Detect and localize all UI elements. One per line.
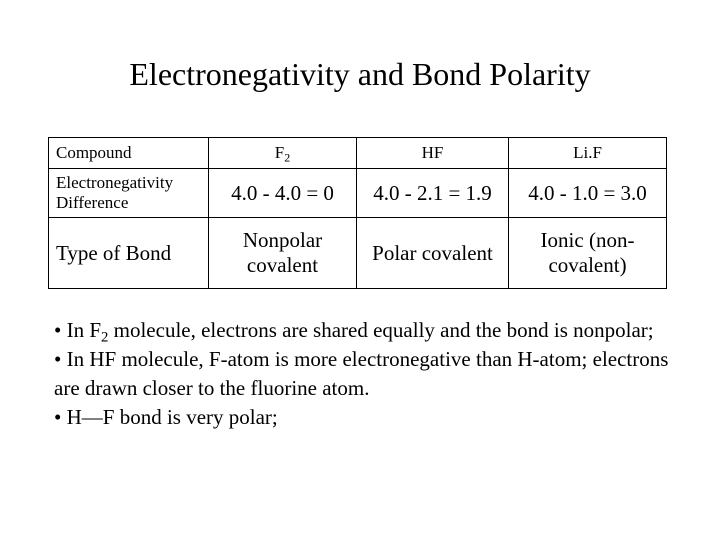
table-cell: 4.0 - 4.0 = 0 bbox=[209, 169, 357, 218]
note-text: In F bbox=[66, 318, 102, 342]
note-text: H―F bond is very polar; bbox=[66, 405, 278, 429]
table-cell: Polar covalent bbox=[357, 218, 509, 289]
header-compound-lif bbox=[509, 138, 667, 169]
notes-text bbox=[54, 316, 674, 432]
header-compound-f2 bbox=[209, 138, 357, 169]
table-cell: 4.0 - 2.1 = 1.9 bbox=[357, 169, 509, 218]
formula-subscript: 2 bbox=[101, 329, 109, 346]
header-compound-label: Compound bbox=[49, 138, 209, 169]
note-line-1 bbox=[54, 316, 674, 345]
compound-formula-base: Li.F bbox=[573, 143, 602, 162]
table-cell: 4.0 - 1.0 = 3.0 bbox=[509, 169, 667, 218]
note-text: In HF molecule, F-atom is more electronegative than H-atom; electrons are drawn closer to the fluorine atom. bbox=[54, 347, 669, 400]
compound-formula-subscript: 2 bbox=[284, 150, 291, 165]
table-cell: Nonpolar covalent bbox=[209, 218, 357, 289]
slide-title: Electronegativity and Bond Polarity bbox=[129, 56, 591, 92]
bond-polarity-table bbox=[48, 137, 667, 289]
note-line-3 bbox=[54, 403, 674, 432]
row-label-type-of-bond: Type of Bond bbox=[49, 218, 209, 289]
compound-formula-base: F bbox=[274, 143, 285, 162]
header-compound-hf bbox=[357, 138, 509, 169]
table-cell: Ionic (non-covalent) bbox=[509, 218, 667, 289]
table-header-row bbox=[49, 138, 667, 169]
note-text: molecule, electrons are shared equally and the bond is nonpolar; bbox=[108, 318, 654, 342]
bullet-icon: • bbox=[54, 405, 62, 429]
compound-formula-base: HF bbox=[421, 143, 444, 162]
table-row bbox=[49, 169, 667, 218]
bullet-icon: • bbox=[54, 318, 62, 342]
table-row bbox=[49, 218, 667, 289]
bullet-icon: • bbox=[54, 347, 62, 371]
row-label-electronegativity-difference: Electronegativity Difference bbox=[49, 169, 209, 218]
note-line-2 bbox=[54, 345, 674, 403]
